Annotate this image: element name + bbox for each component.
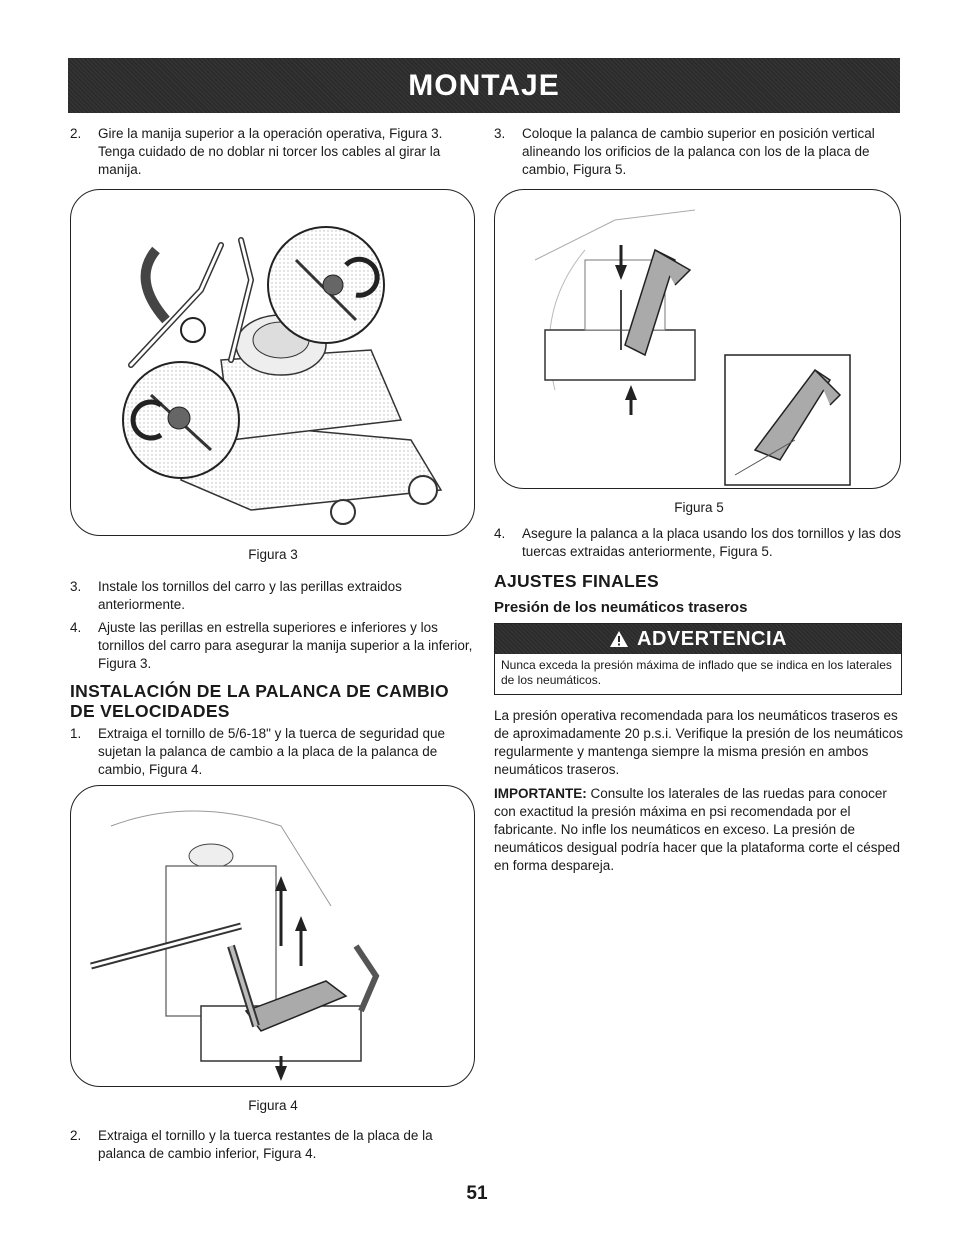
left-step-2 xyxy=(70,125,476,179)
warning-header xyxy=(495,624,901,654)
figure-3-caption: Figura 3 xyxy=(248,547,298,562)
section-step-1 xyxy=(70,725,476,779)
step-text: Extraiga el tornillo y la tuerca restantes de la placa de la palanca de cambio inferior, Figura 4. xyxy=(98,1128,433,1161)
right-step-3 xyxy=(494,125,904,179)
step-number: 4. xyxy=(70,620,82,635)
step-number: 1. xyxy=(70,726,82,741)
step-number: 3. xyxy=(70,579,82,594)
page-number: 51 xyxy=(466,1183,488,1204)
figure-3-illustration xyxy=(71,190,474,535)
figure-5-illustration xyxy=(495,190,900,488)
important-paragraph xyxy=(494,785,904,875)
banner-title: MONTAJE xyxy=(408,68,560,102)
step-number: 2. xyxy=(70,126,82,141)
section-step-2 xyxy=(70,1127,476,1163)
step-text: Gire la manija superior a la operación operativa, Figura 3. Tenga cuidado de no doblar ni torcer los cables al girar la manija. xyxy=(98,126,443,177)
step-text: Coloque la palanca de cambio superior en posición vertical alineando los orificios de la palanca con los de la placa de cambio, Figura 5. xyxy=(522,126,875,177)
step-text: Asegure la palanca a la placa usando los dos tornillos y las dos tuercas extraidas anteriormente, Figura 5. xyxy=(522,526,901,559)
important-label: IMPORTANTE: xyxy=(494,786,587,801)
figure-4 xyxy=(70,785,475,1087)
step-number: 3. xyxy=(494,126,506,141)
section-heading-final-adjustments: AJUSTES FINALES xyxy=(494,571,659,591)
right-column xyxy=(494,125,904,875)
figure-4-caption: Figura 4 xyxy=(248,1098,298,1113)
warning-text: Nunca exceda la presión máxima de inflado que se indica en los laterales de los neumáticos. xyxy=(501,658,892,687)
left-step-3 xyxy=(70,578,476,614)
step-text: Instale los tornillos del carro y las perillas extraidos anteriormente. xyxy=(98,579,402,612)
warning-title: ADVERTENCIA xyxy=(637,628,787,650)
important-text: Consulte los laterales de las ruedas para conocer con exactitud la presión máxima en psi recomendada por el fabricante. No infle los neumáticos en exceso. La presión de neumáticos desigual podría hacer que la plataforma corte el césped en forma despareja. xyxy=(494,786,900,873)
step-text: Extraiga el tornillo de 5/6-18" y la tuerca de seguridad que sujetan la palanca de cambio a la placa de la palanca de cambio, Figura 4. xyxy=(98,726,446,777)
section-banner xyxy=(68,58,900,113)
figure-5 xyxy=(494,189,901,489)
left-step-4 xyxy=(70,619,476,673)
subsection-heading-tire-pressure: Presión de los neumáticos traseros xyxy=(494,599,748,616)
figure-4-illustration xyxy=(71,786,474,1086)
step-text: Ajuste las perillas en estrella superiores e inferiores y los tornillos del carro para asegurar la manija superior a la inferior, Figura 3. xyxy=(98,620,473,671)
left-column xyxy=(70,125,476,1163)
right-step-4 xyxy=(494,525,904,561)
tire-pressure-paragraph: La presión operativa recomendada para los neumáticos traseros es de aproximadamente 20 p.s.i. Verifique la presión de los neumáticos regularmente y mantenga siempre la misma presión en ambos neumáticos traseros. xyxy=(494,708,903,777)
warning-box xyxy=(494,623,902,695)
section-heading-shift-lever: INSTALACIÓN DE LA PALANCA DE CAMBIO DE VELOCIDADES xyxy=(70,681,449,721)
figure-5-caption: Figura 5 xyxy=(674,500,724,515)
step-number: 4. xyxy=(494,526,506,541)
figure-3 xyxy=(70,189,475,536)
warning-triangle-icon xyxy=(609,630,629,648)
step-number: 2. xyxy=(70,1128,82,1143)
